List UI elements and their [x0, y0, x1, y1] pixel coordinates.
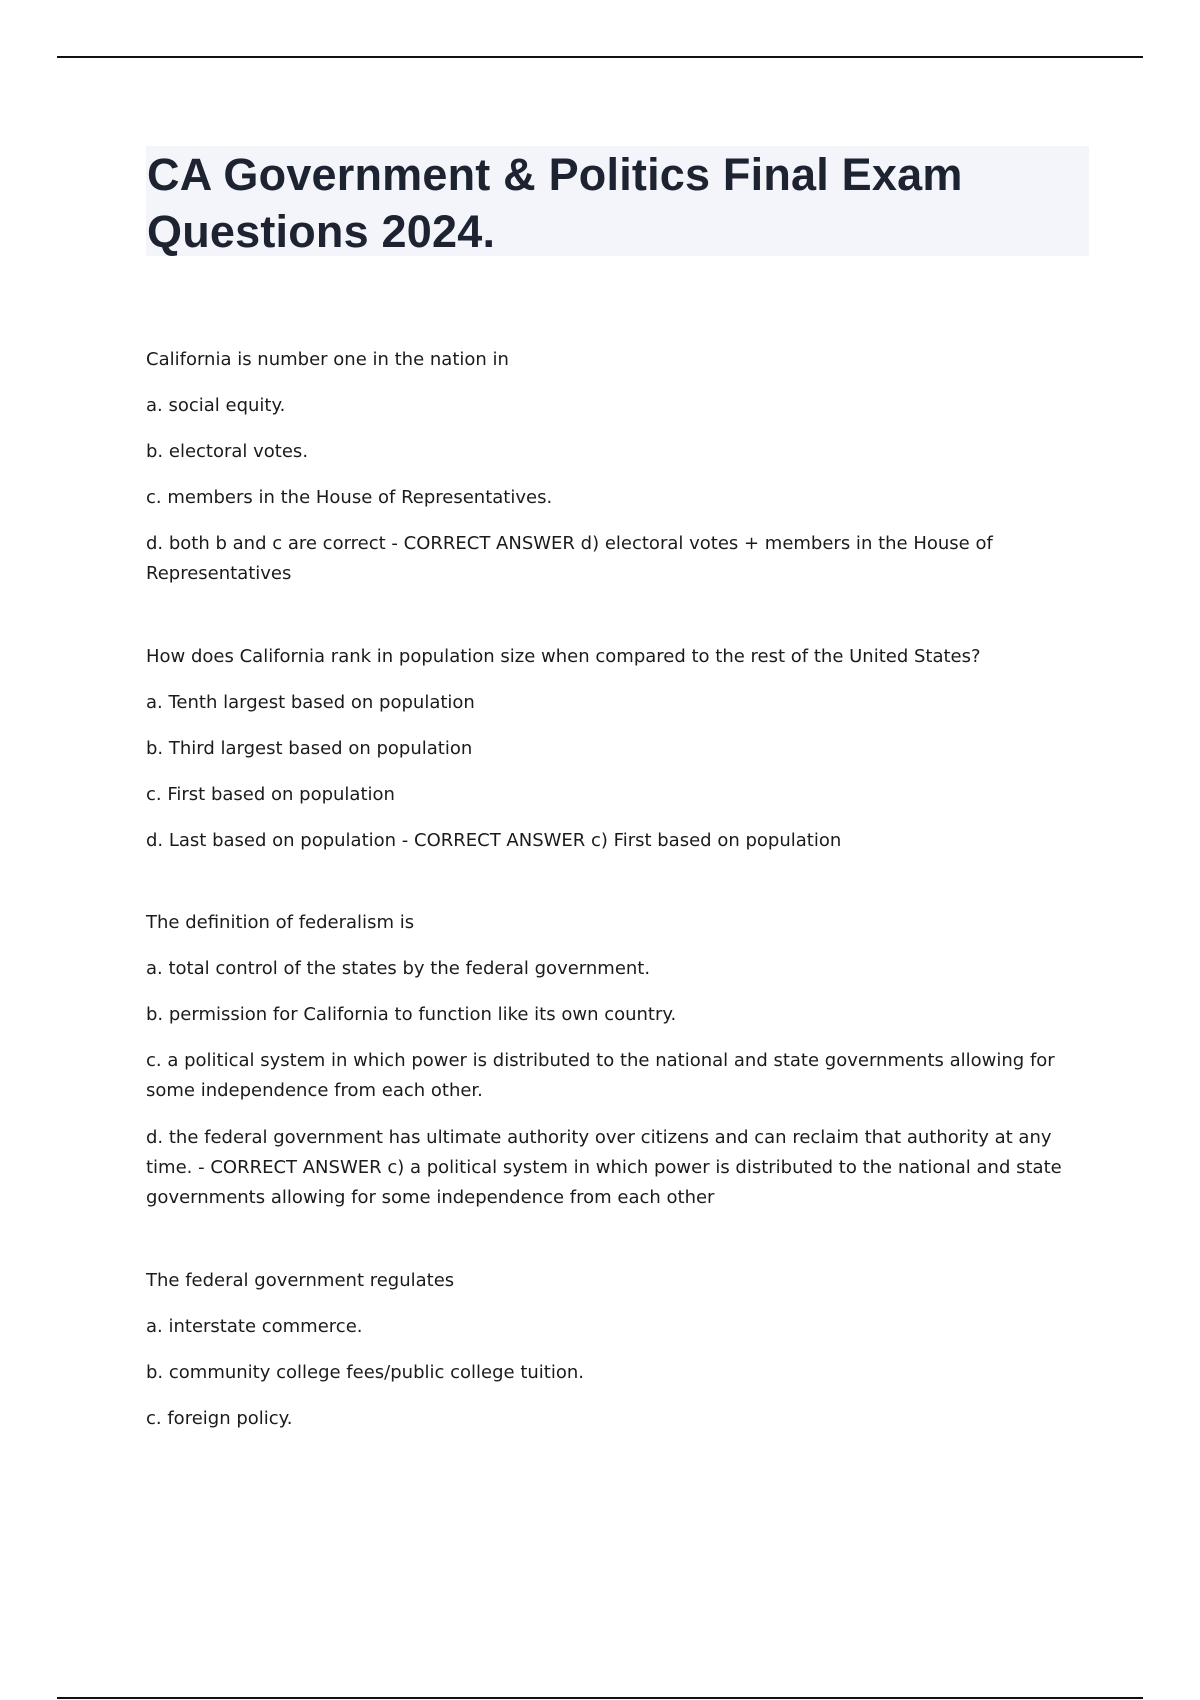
answer-option: a. interstate commerce.: [146, 1316, 363, 1337]
answer-option: b. community college fees/public college tuition.: [146, 1362, 584, 1383]
question-2: [146, 642, 1066, 855]
document-title: [146, 146, 1089, 260]
answer-option: a. total control of the states by the federal government.: [146, 958, 651, 979]
answer-option: c. foreign policy.: [146, 1408, 293, 1429]
answer-option-with-correct-answer: d. Last based on population - CORRECT ANSWER c) First based on population: [146, 830, 842, 851]
answer-option: c. a political system in which power is distributed to the national and state governments allowing for some independence from each other.: [146, 1050, 1055, 1101]
question-4: [146, 1266, 1066, 1433]
answer-option: b. permission for California to function like its own country.: [146, 1004, 677, 1025]
title-banner: [146, 146, 1089, 256]
question-1: [146, 345, 1066, 589]
answer-option: a. social equity.: [146, 395, 286, 416]
questions-list: [146, 345, 1066, 1486]
question-prompt: The federal government regulates: [146, 1270, 455, 1291]
answer-option-with-correct-answer: d. both b and c are correct - CORRECT ANSWER d) electoral votes + members in the House of Representatives: [146, 533, 993, 584]
question-prompt: The definition of federalism is: [146, 912, 415, 933]
title-line-2: Questions 2024.: [147, 206, 496, 257]
answer-option-with-correct-answer: d. the federal government has ultimate authority over citizens and can reclaim that authority at any time. - CORRECT ANSWER c) a political system in which power is distributed to the national and state governments allowing for some independence from each other: [146, 1127, 1062, 1208]
question-prompt: How does California rank in population size when compared to the rest of the United States?: [146, 646, 981, 667]
header-rule: [57, 56, 1143, 58]
answer-option: c. First based on population: [146, 784, 395, 805]
question-prompt: California is number one in the nation in: [146, 349, 509, 370]
answer-option: b. Third largest based on population: [146, 738, 473, 759]
answer-option: b. electoral votes.: [146, 441, 309, 462]
footer-rule: [57, 1697, 1143, 1699]
question-3: [146, 908, 1066, 1213]
answer-option: a. Tenth largest based on population: [146, 692, 475, 713]
title-line-1: CA Government & Politics Final Exam: [147, 149, 963, 200]
answer-option: c. members in the House of Representatives.: [146, 487, 553, 508]
